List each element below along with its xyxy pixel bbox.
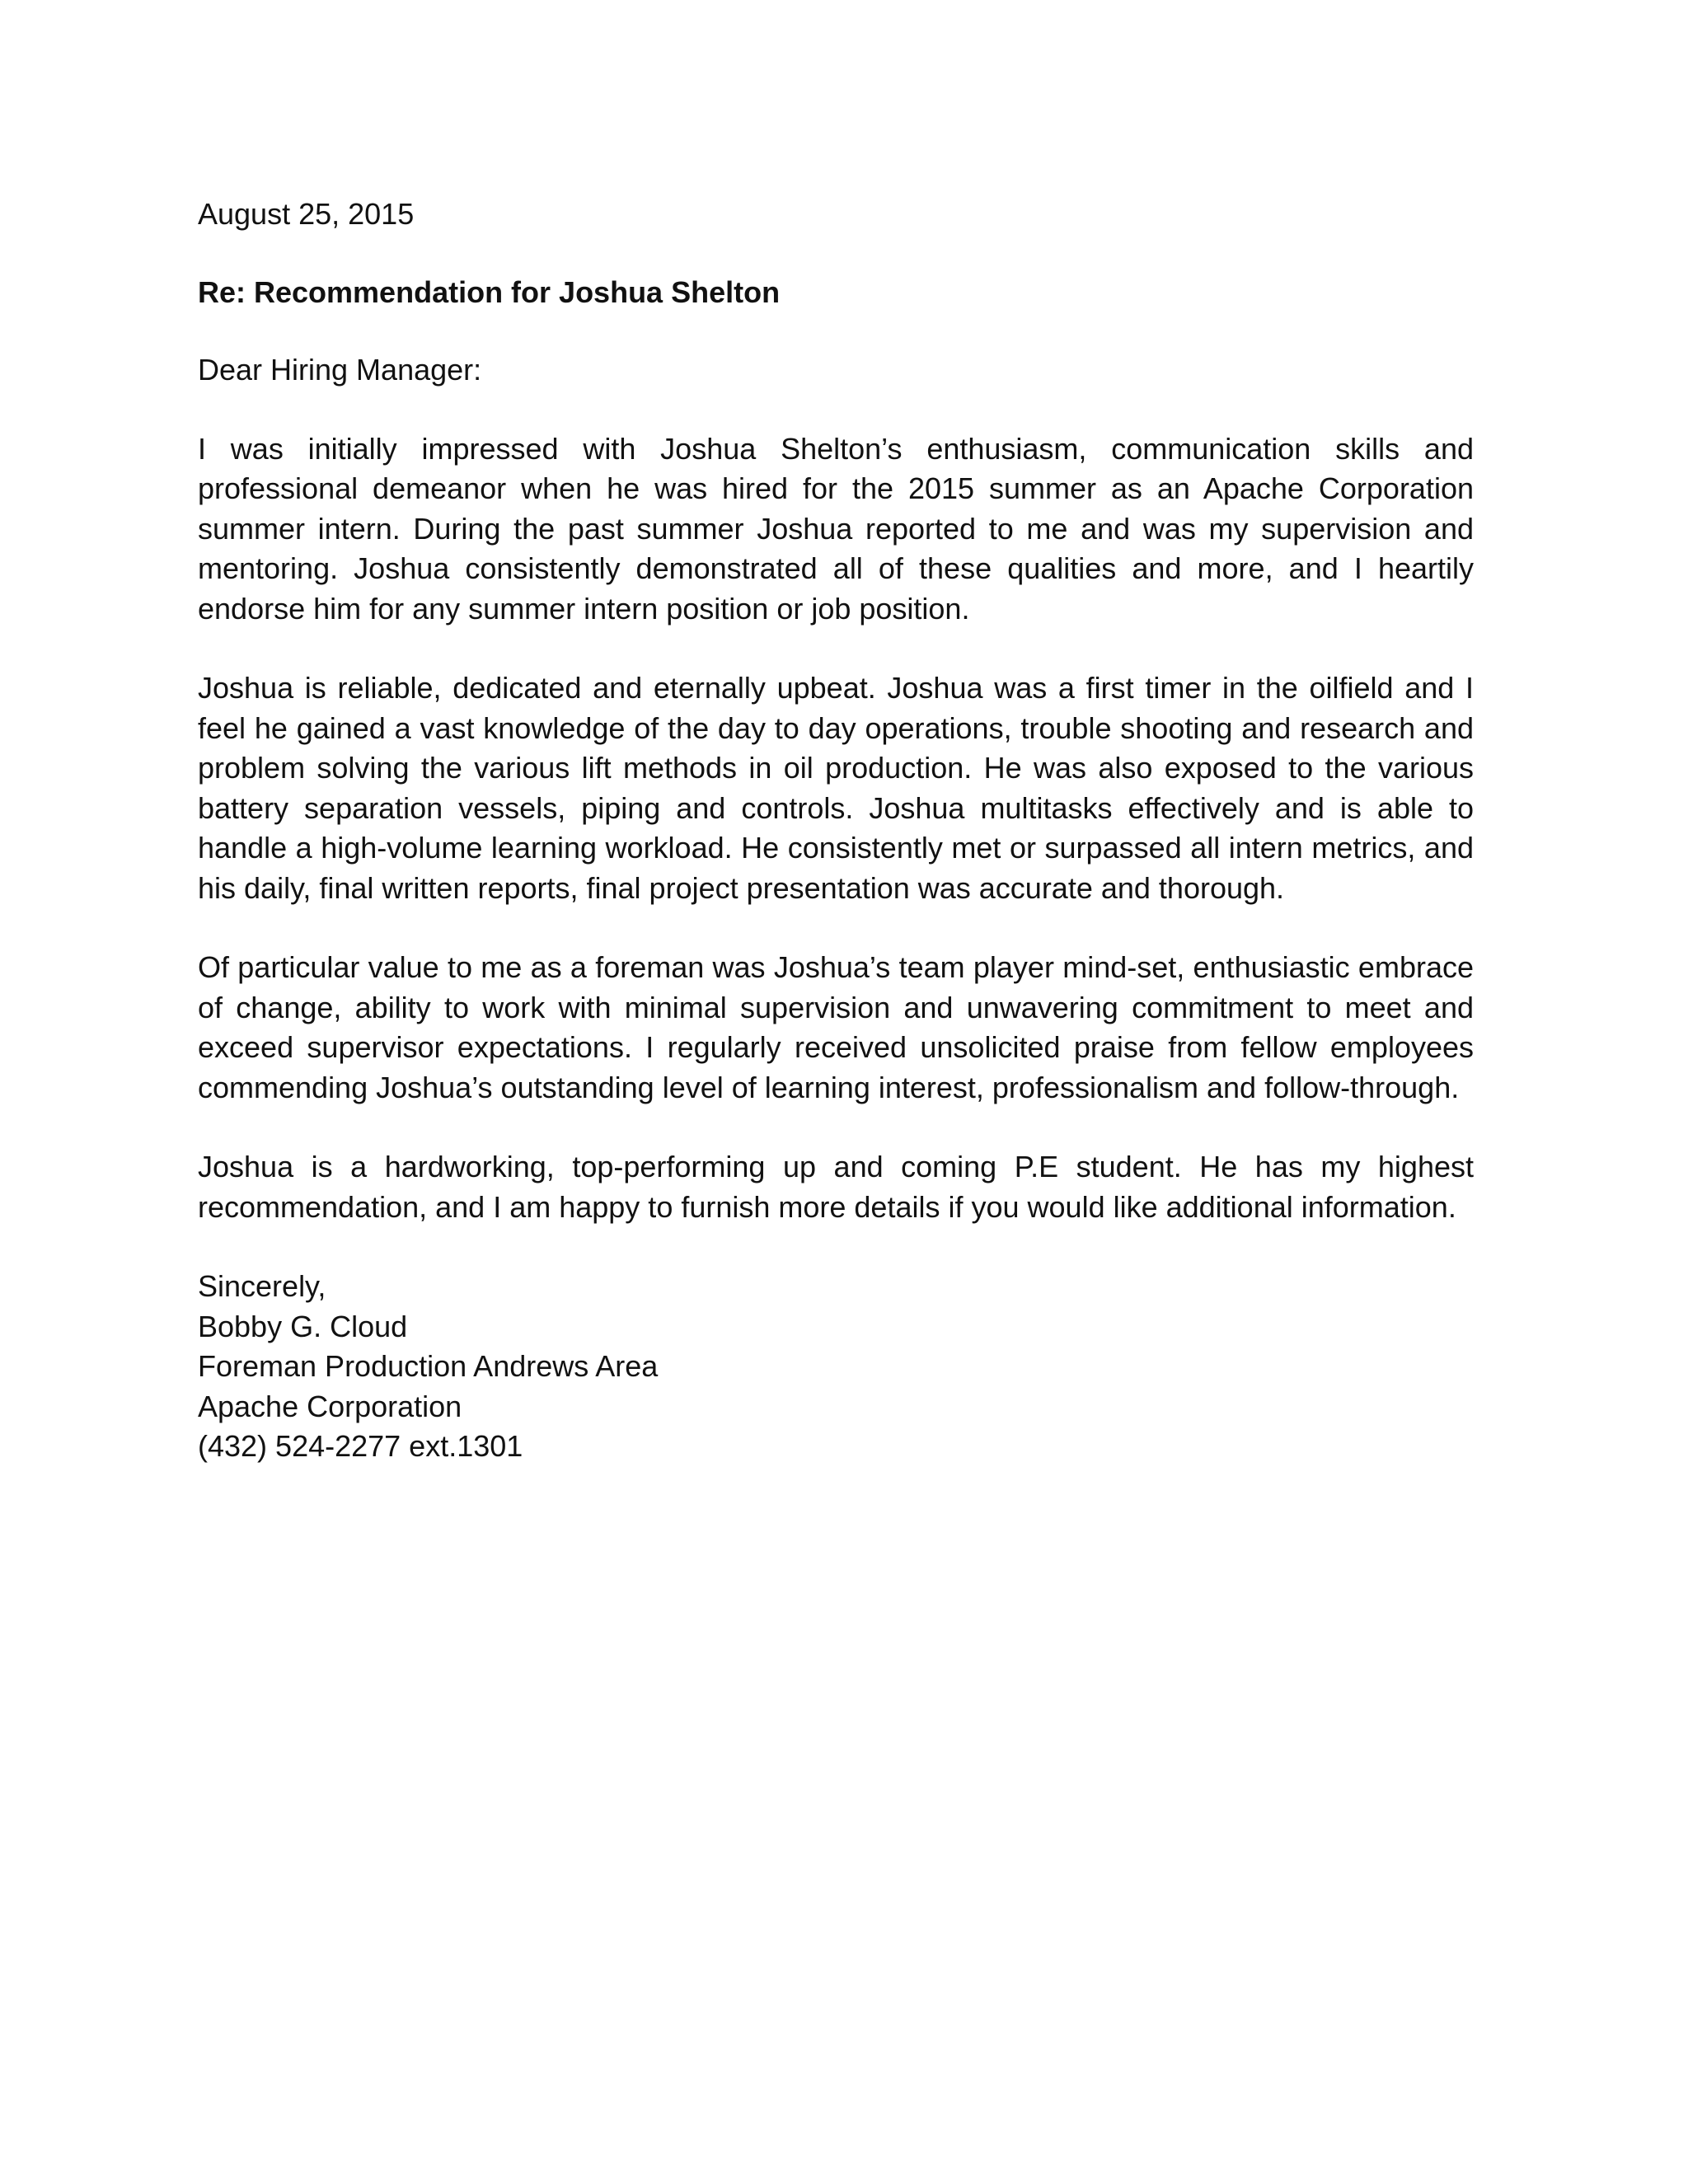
paragraph-teamwork: Of particular value to me as a foreman was Joshua’s team player mind-set, enthusiastic embrace of change, ability to work with minimal supervision and unwavering commitment to meet and exceed supervisor expectations. I regularly received unsolicited praise from fellow employees commending Joshua’s outstanding level of learning interest, professionalism and follow-through. (198, 950, 1474, 1104)
closing: Sincerely, (198, 1269, 326, 1303)
phone-number: (432) 524-2277 ext.1301 (198, 1429, 523, 1463)
signer-title: Foreman Production Andrews Area (198, 1349, 659, 1383)
signature-block (198, 1267, 1474, 1467)
paragraph-qualities: Joshua is reliable, dedicated and eternally upbeat. Joshua was a first timer in the oilfield and I feel he gained a vast knowledge of the day to day operations, trouble shooting and research and problem solving the various lift methods in oil production. He was also exposed to the various battery separation vessels, piping and controls. Joshua multitasks effectively and is able to handle a high-volume learning workload. He consistently met or surpassed all intern metrics, and his daily, final written reports, final project presentation was accurate and thorough. (198, 671, 1474, 905)
company-name: Apache Corporation (198, 1389, 462, 1423)
letter-body (198, 194, 1474, 1467)
letter-salutation: Dear Hiring Manager: (198, 353, 482, 387)
paragraph-intro: I was initially impressed with Joshua Shelton’s enthusiasm, communication skills and professional demeanor when he was hired for the 2015 summer as an Apache Corporation summer intern. During the past summer Joshua reported to me and was my supervision and mentoring. Joshua consistently demonstrated all of these qualities and more, and I heartily endorse him for any summer intern position or job position. (198, 431, 1474, 626)
letter-subject: Re: Recommendation for Joshua Shelton (198, 274, 781, 309)
letter-date: August 25, 2015 (198, 197, 415, 231)
paragraph-recommendation: Joshua is a hardworking, top-performing up and coming P.E student. He has my highest recommendation, and I am happy to furnish more details if you would like additional information. (198, 1150, 1474, 1224)
signer-name: Bobby G. Cloud (198, 1309, 408, 1343)
